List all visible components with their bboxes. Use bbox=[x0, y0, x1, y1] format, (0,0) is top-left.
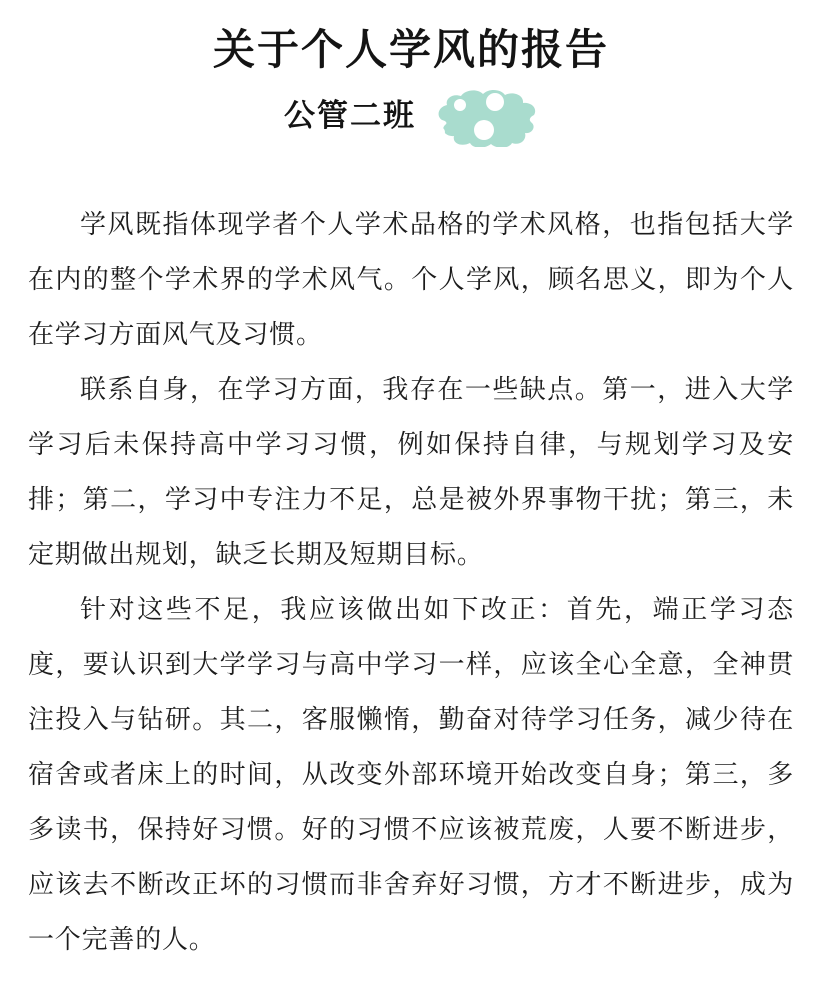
subtitle-row bbox=[0, 81, 822, 145]
paragraph: 学风既指体现学者个人学术品格的学术风格，也指包括大学在内的整个学术界的学术风气。个人学风，顾名思义，即为个人在学习方面风气及习惯。 bbox=[28, 208, 794, 349]
paragraph: 针对这些不足，我应该做出如下改正：首先，端正学习态度，要认识到大学学习与高中学习一样，应该全心全意，全神贯注投入与钻研。其二，客服懒惰，勤奋对待学习任务，减少待在宿舍或者床上的时间，从改变外部环境开始改变自身；第三，多多读书，保持好习惯。好的习惯不应该被荒废，人要不断进步，应该去不断改正坏的习惯而非舍弃好习惯，方才不断进步，成为一个完善的人。 bbox=[28, 593, 794, 954]
cheese-hole bbox=[454, 99, 466, 111]
document-title: 关于个人学风的报告 bbox=[212, 26, 609, 73]
cheese-blob-icon bbox=[432, 89, 538, 147]
cheese-hole bbox=[435, 127, 445, 137]
paragraph: 联系自身，在学习方面，我存在一些缺点。第一，进入大学学习后未保持高中学习习惯，例如保持自律，与规划学习及安排；第二，学习中专注力不足，总是被外界事物干扰；第三，未定期做出规划，缺乏长期及短期目标。 bbox=[28, 373, 794, 569]
cheese-hole bbox=[474, 120, 494, 140]
document-body bbox=[0, 197, 822, 967]
cheese-hole bbox=[486, 93, 504, 111]
document-subtitle: 公管二班 bbox=[284, 98, 416, 134]
